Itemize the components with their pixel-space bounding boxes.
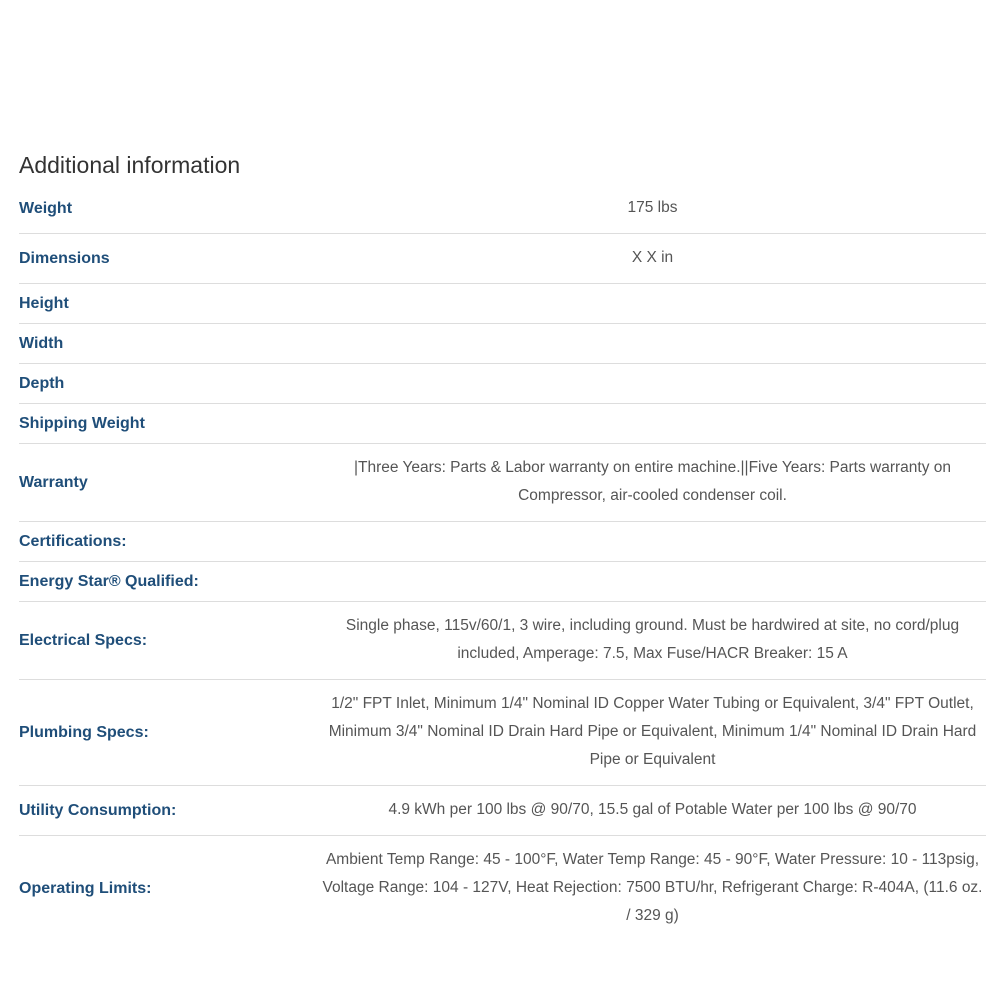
row-value: Ambient Temp Range: 45 - 100°F, Water Temp Range: 45 - 90°F, Water Pressure: 10 - 113psig, Voltage Range: 104 - 127V, Heat Rejection: 7500 BTU/hr, Refrigerant Charge: R-404A, (11.6 oz. / 329 g) bbox=[322, 851, 983, 924]
row-label: Height bbox=[19, 294, 69, 312]
row-label: Operating Limits: bbox=[19, 879, 152, 897]
row-value: Single phase, 115v/60/1, 3 wire, including ground. Must be hardwired at site, no cord/plug included, Amperage: 7.5, Max Fuse/HACR Breaker: 15 A bbox=[345, 617, 960, 662]
row-label: Electrical Specs: bbox=[19, 631, 148, 649]
additional-information-section bbox=[19, 150, 986, 941]
row-label: Warranty bbox=[19, 473, 88, 491]
row-label: Weight bbox=[19, 199, 73, 217]
row-value bbox=[319, 364, 986, 404]
row-label: Dimensions bbox=[19, 249, 110, 267]
table-row-shipping-weight bbox=[19, 404, 986, 444]
row-value bbox=[319, 404, 986, 444]
row-label: Depth bbox=[19, 374, 65, 392]
row-value: 175 lbs bbox=[627, 199, 678, 216]
table-row-energy-star bbox=[19, 562, 986, 602]
table-row-width bbox=[19, 324, 986, 364]
row-value bbox=[319, 284, 986, 324]
row-value: 4.9 kWh per 100 lbs @ 90/70, 15.5 gal of Potable Water per 100 lbs @ 90/70 bbox=[388, 801, 917, 818]
row-label: Energy Star® Qualified: bbox=[19, 572, 199, 590]
row-label: Certifications: bbox=[19, 532, 127, 550]
row-label: Shipping Weight bbox=[19, 414, 145, 432]
table-row-utility-consumption bbox=[19, 786, 986, 836]
specs-table bbox=[19, 184, 986, 941]
table-row-height bbox=[19, 284, 986, 324]
table-row-electrical-specs bbox=[19, 602, 986, 680]
table-row-dimensions bbox=[19, 234, 986, 284]
table-row-plumbing-specs bbox=[19, 680, 986, 786]
table-row-certifications bbox=[19, 522, 986, 562]
table-row-operating-limits bbox=[19, 836, 986, 942]
row-value: |Three Years: Parts & Labor warranty on entire machine.||Five Years: Parts warranty on Compressor, air-cooled condenser coil. bbox=[353, 459, 952, 504]
row-value: 1/2" FPT Inlet, Minimum 1/4" Nominal ID Copper Water Tubing or Equivalent, 3/4" FPT Outlet, Minimum 3/4" Nominal ID Drain Hard Pipe or Equivalent, Minimum 1/4" Nominal ID Drain Hard Pipe or Equivalent bbox=[328, 695, 977, 768]
table-row-warranty bbox=[19, 444, 986, 522]
row-label: Plumbing Specs: bbox=[19, 723, 149, 741]
row-value: X X in bbox=[631, 249, 674, 266]
row-label: Width bbox=[19, 334, 64, 352]
row-value bbox=[319, 522, 986, 562]
table-row-depth bbox=[19, 364, 986, 404]
section-title: Additional information bbox=[19, 152, 241, 178]
row-value bbox=[319, 324, 986, 364]
row-value bbox=[319, 562, 986, 602]
row-label: Utility Consumption: bbox=[19, 801, 177, 819]
table-row-weight bbox=[19, 184, 986, 234]
